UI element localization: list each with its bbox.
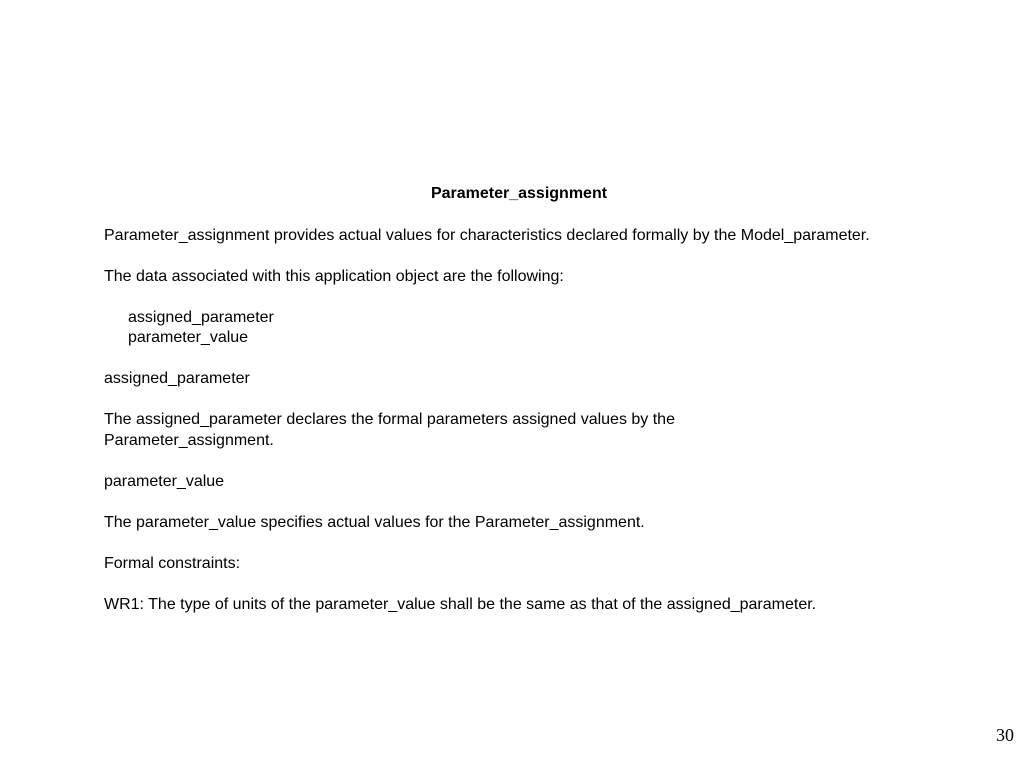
attribute-list (104, 308, 934, 349)
page-number: 30 (996, 725, 1014, 745)
data-intro-paragraph: The data associated with this application object are the following: (104, 267, 564, 285)
attribute-item: parameter_value (128, 329, 249, 346)
attribute-item: assigned_parameter (128, 308, 274, 326)
slide-body (104, 184, 934, 636)
section-description-parameter-value: The parameter_value specifies actual values for the Parameter_assignment. (104, 513, 645, 531)
section-heading-assigned-parameter: assigned_parameter (104, 370, 250, 387)
section-heading-parameter-value: parameter_value (104, 472, 225, 490)
constraint-wr1: WR1: The type of units of the parameter_value shall be the same as that of the assigned_parameter. (104, 595, 817, 613)
description-line: Parameter_assignment. (104, 431, 274, 449)
section-description-assigned-parameter (104, 410, 934, 451)
page-title: Parameter_assignment (430, 185, 608, 202)
intro-paragraph: Parameter_assignment provides actual values for characteristics declared formally by the Model_parameter. (104, 226, 870, 244)
description-line: The assigned_parameter declares the formal parameters assigned values by the (104, 411, 675, 428)
constraints-heading: Formal constraints: (104, 554, 241, 572)
